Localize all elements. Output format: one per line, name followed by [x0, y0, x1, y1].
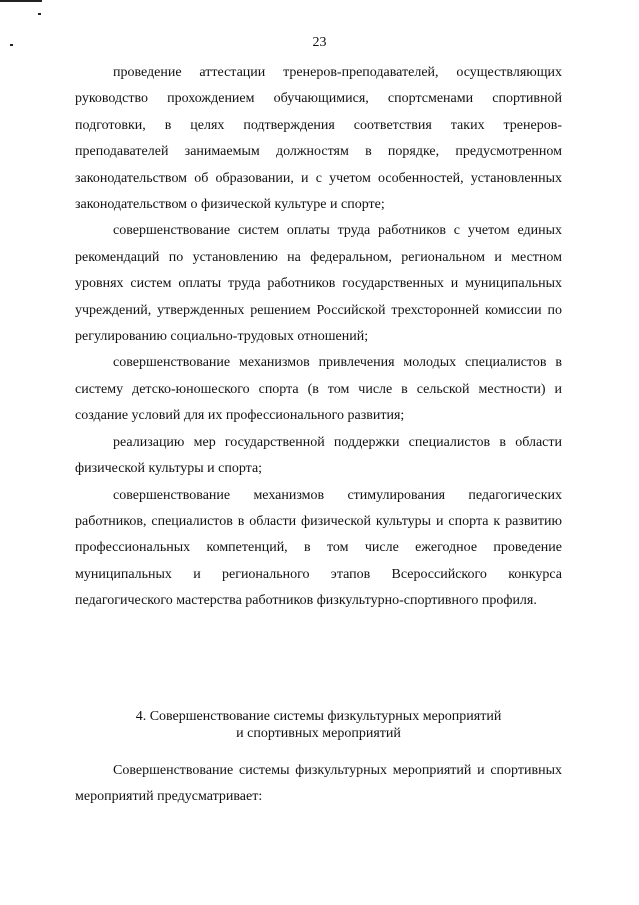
paragraph-wage-systems: совершенствование систем оплаты труда работников с учетом единых рекомендаций по установлению на федеральном, региональном и местном уровнях систем оплаты труда работников государственных и муниципальных учреждений, утвержденных решением Российской трехсторонней комиссии по регулированию социально-трудовых отношений; [75, 223, 562, 345]
paragraph-state-support: реализацию мер государственной поддержки специалистов в области физической культуры и спорта; [75, 434, 562, 477]
paragraph-young-specialists: совершенствование механизмов привлечения молодых специалистов в систему детско-юношеского спорта (в том числе в сельской местности) и создание условий для их профессионального развития; [75, 355, 562, 424]
page-number: 23 [312, 35, 327, 50]
section-heading-line2: и спортивных мероприятий [236, 726, 401, 741]
scan-artifact-dot [38, 13, 41, 15]
paragraph-section-intro: Совершенствование системы физкультурных мероприятий и спортивных мероприятий предусматривает: [75, 763, 562, 805]
paragraph-attestation: проведение аттестации тренеров-преподавателей, осуществляющих руководство прохождением обучающимися, спортсменами спортивной подготовки, в целях подтверждения соответствия таких тренеров-преподавателей занимаемым должностям в порядке, предусмотренном законодательством об образовании, и с учетом особенностей, установленных законодательством о физической культуре и спорте; [75, 65, 562, 213]
scan-artifact-line [0, 0, 42, 2]
section-body [75, 758, 562, 811]
section-heading [75, 708, 562, 742]
paragraph-incentives: совершенствование механизмов стимулирования педагогических работников, специалистов в области физической культуры и спорта к развитию профессиональных компетенций, в том числе ежегодное проведение муниципальных и регионального этапов Всероссийского конкурса педагогического мастерства работников физкультурно-спортивного профиля. [75, 487, 562, 609]
section-heading-line1: 4. Совершенствование системы физкультурных мероприятий [135, 709, 502, 724]
body-text [75, 60, 562, 615]
